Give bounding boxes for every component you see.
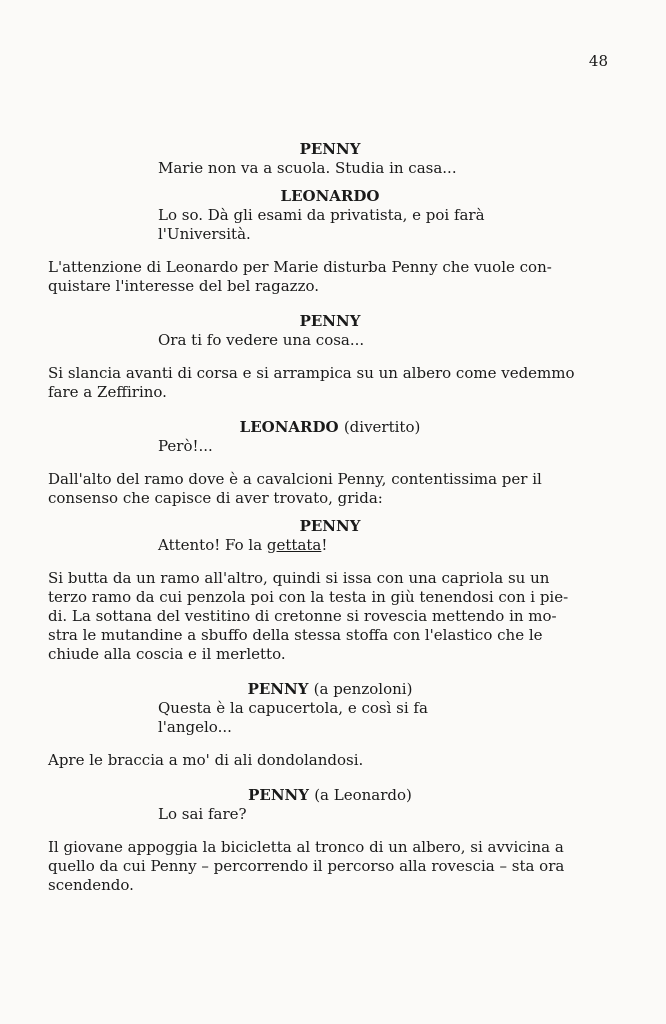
speaker-name: [48, 680, 610, 699]
action-line: consenso che capisce di aver trovato, grida:: [48, 489, 383, 507]
dialogue-line: [158, 536, 503, 555]
speaker-name: [48, 418, 610, 437]
stage-direction: (a Leonardo): [314, 786, 412, 804]
dialogue-line: l'Università.: [158, 225, 251, 243]
dialogue-line: Questa è la capucertola, e così si fa: [158, 699, 428, 717]
action-line: fare a Zeffirino.: [48, 383, 167, 401]
action-line: quello da cui Penny – percorrendo il percorso alla rovescia – sta ora: [48, 857, 565, 875]
action-line: Si slancia avanti di corsa e si arrampica su un albero come vedemmo: [48, 364, 575, 382]
action-line: stra le mutandine a sbuffo della stessa stoffa con l'elastico che le: [48, 626, 543, 644]
dialogue-line: Lo sai fare?: [158, 805, 247, 823]
action-line: Il giovane appoggia la bicicletta al tronco di un albero, si avvicina a: [48, 838, 564, 856]
action-line: quistare l'interesse del bel ragazzo.: [48, 277, 320, 295]
speaker-name-text: PENNY: [248, 786, 309, 804]
dialogue-line: l'angelo...: [158, 718, 232, 736]
action-line: di. La sottana del vestitino di cretonne si rovescia mettendo in mo-: [48, 607, 557, 625]
action-line: Apre le braccia a mo' di ali dondolandosi.: [48, 751, 364, 769]
stage-direction: (a penzoloni): [313, 680, 413, 698]
dialogue-line: Ora ti fo vedere una cosa...: [158, 331, 365, 349]
speaker-name-text: LEONARDO: [239, 418, 339, 436]
stage-direction: (divertito): [343, 418, 421, 436]
action-line: terzo ramo da cui penzola poi con la testa in giù tenendosi con i pie-: [48, 588, 569, 606]
dialogue-line: Lo so. Dà gli esami da privatista, e poi farà: [158, 206, 485, 224]
action-line: Dall'alto del ramo dove è a cavalcioni Penny, contentissima per il: [48, 470, 542, 488]
dialogue-line: Però!...: [158, 437, 213, 455]
script-body: [48, 140, 610, 895]
dialogue-text: Attento! Fo la: [158, 536, 267, 554]
speaker-name: PENNY: [299, 312, 361, 330]
speaker-name: LEONARDO: [280, 187, 380, 205]
dialogue-text: !: [321, 536, 328, 554]
dialogue-line: Marie non va a scuola. Studia in casa...: [158, 159, 457, 177]
action-line: scendendo.: [48, 876, 134, 894]
action-line: chiude alla coscia e il merletto.: [48, 645, 286, 663]
underlined-word: gettata: [266, 536, 322, 554]
speaker-name-text: PENNY: [247, 680, 309, 698]
page-number: 48: [588, 52, 608, 70]
speaker-name: [48, 786, 610, 805]
action-line: L'attenzione di Leonardo per Marie disturba Penny che vuole con-: [48, 258, 552, 276]
speaker-name: PENNY: [299, 517, 361, 535]
action-line: Si butta da un ramo all'altro, quindi si issa con una capriola su un: [48, 569, 550, 587]
speaker-name: PENNY: [299, 140, 361, 158]
